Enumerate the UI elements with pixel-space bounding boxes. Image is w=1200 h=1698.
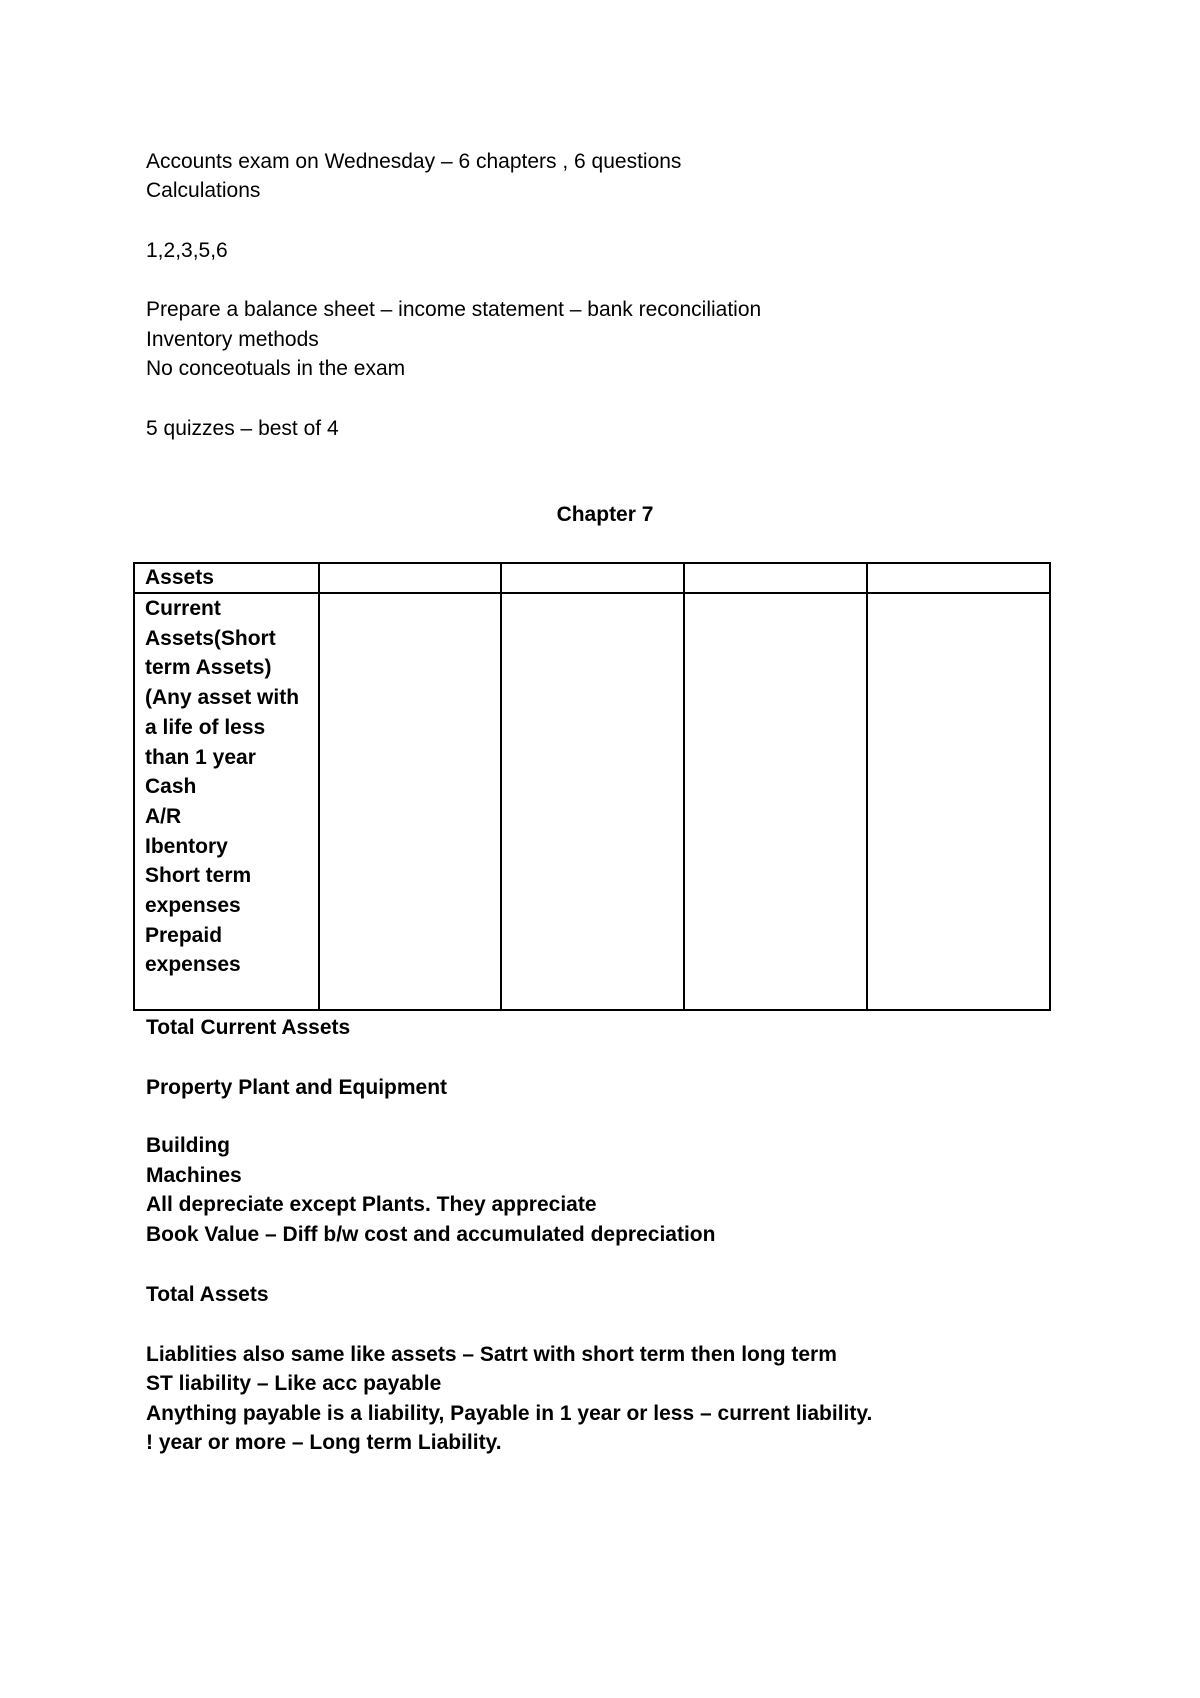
cell-line: Ibentory [145, 834, 228, 858]
cell-line: A/R [145, 804, 182, 828]
table-cell [867, 593, 1050, 1010]
book-value-note: Book Value – Diff b/w cost and accumulated depreciation [146, 1223, 716, 1246]
cell-line: expenses [145, 894, 241, 918]
cell-line: Current [145, 597, 221, 620]
current-assets-cell [134, 593, 319, 1010]
liabilities-note: Liablities also same like assets – Satrt with short term then long term [146, 1343, 837, 1366]
cell-line: Short term [145, 864, 252, 888]
table-cell [319, 593, 502, 1010]
table-cell [319, 563, 502, 593]
calculations-note: Calculations [146, 179, 261, 202]
cell-line: term Assets) [145, 656, 272, 680]
long-term-note: ! year or more – Long term Liability. [146, 1431, 502, 1454]
depreciation-note: All depreciate except Plants. They appreciate [146, 1193, 597, 1216]
prepare-note: Prepare a balance sheet – income statement – bank reconciliation [146, 298, 762, 321]
cell-line: Prepaid [145, 923, 223, 947]
cell-line: than 1 year [145, 745, 256, 769]
inventory-note: Inventory methods [146, 328, 319, 351]
table-row [134, 593, 1050, 1010]
exam-note: Accounts exam on Wednesday – 6 chapters , 6 questions [146, 150, 682, 173]
cell-line: Cash [145, 775, 197, 799]
table-cell [867, 563, 1050, 593]
table-cell [684, 593, 867, 1010]
table-cell [501, 593, 684, 1010]
table-cell [501, 563, 684, 593]
cell-line: (Any asset with [145, 686, 300, 710]
machines-note: Machines [146, 1164, 242, 1187]
st-liability-note: ST liability – Like acc payable [146, 1372, 442, 1395]
ppe-heading: Property Plant and Equipment [146, 1076, 448, 1099]
total-assets: Total Assets [146, 1283, 269, 1306]
total-current-assets: Total Current Assets [146, 1016, 351, 1039]
chapter-heading: Chapter 7 [556, 503, 654, 526]
table-header-assets: Assets [134, 563, 319, 593]
cell-line: a life of less [145, 715, 266, 739]
building-note: Building [146, 1134, 230, 1157]
chapters-list: 1,2,3,5,6 [146, 239, 228, 262]
payable-note: Anything payable is a liability, Payable in 1 year or less – current liability. [146, 1402, 873, 1425]
table-cell [684, 563, 867, 593]
conceptuals-note: No conceotuals in the exam [146, 357, 406, 380]
table-header-row [134, 563, 1050, 593]
quizzes-note: 5 quizzes – best of 4 [146, 417, 339, 440]
cell-line: Assets(Short [145, 626, 276, 650]
cell-line: expenses [145, 953, 241, 977]
assets-table [133, 562, 1051, 1011]
